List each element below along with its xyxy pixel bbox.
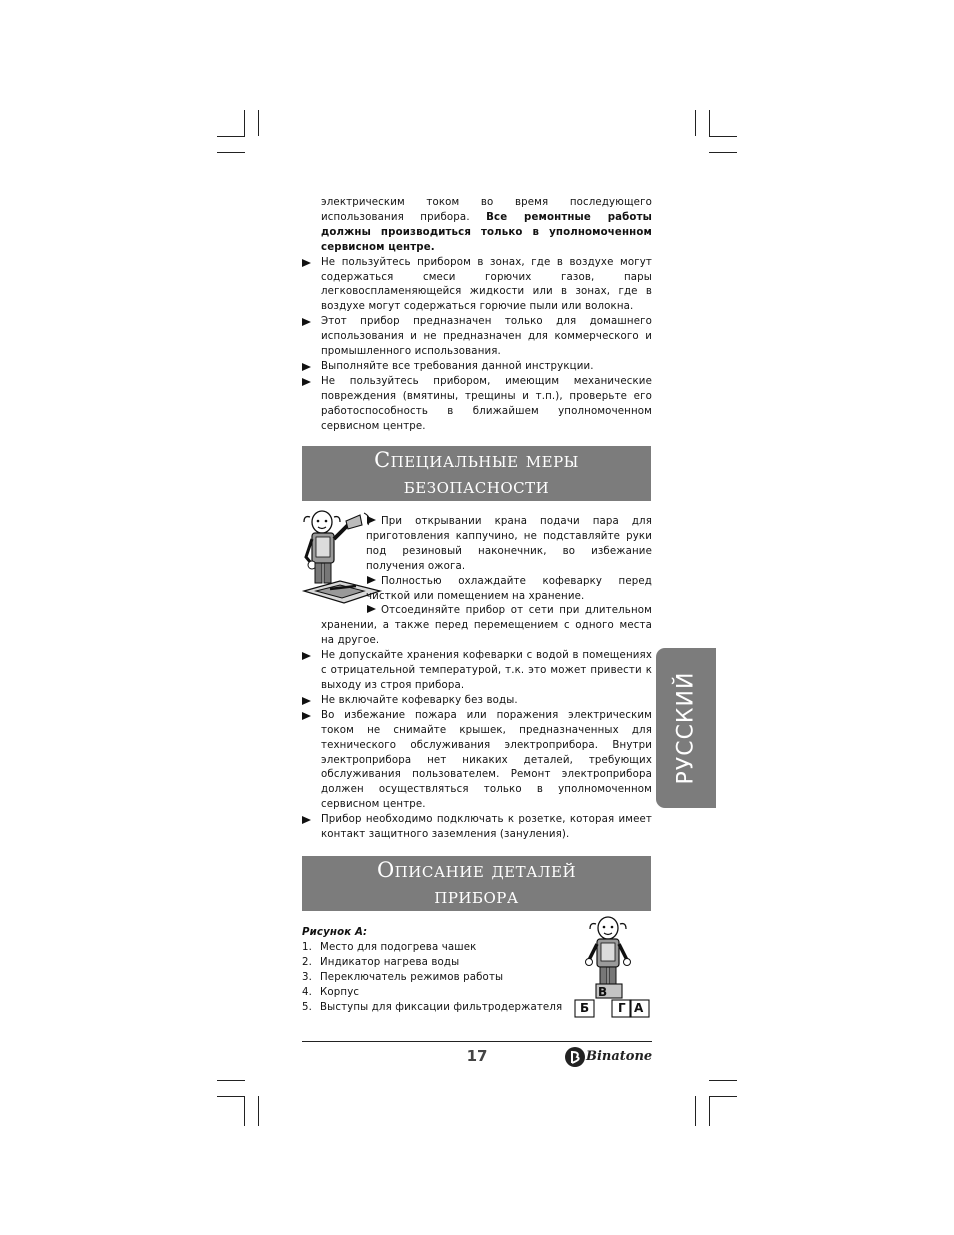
footer-divider [302, 1041, 652, 1042]
parts-list [302, 926, 572, 1015]
figure-label: Рисунок А: [302, 927, 368, 938]
bullet-item: Отсоединяйте прибор от сети при длительном хранении, а также перед перемещением с одного места на другое. [321, 605, 652, 647]
crop-mark [258, 1096, 259, 1126]
crop-mark [217, 136, 245, 137]
bullet-item: Этот прибор предназначен только для домашнего использования и не предназначен для коммерческого и промышленного использования. [302, 315, 652, 360]
bullet-arrow-icon [367, 516, 376, 524]
list-item: 1. Место для подогрева чашек [302, 941, 477, 953]
crop-mark [217, 152, 245, 153]
bullet-item: При открывании крана подачи пара для приготовления каппучино, не подставляйте руки под резиновый наконечник, во избежание получения ожога. [366, 516, 652, 572]
block-letter: Г [618, 1001, 626, 1015]
continuation-bold-text: Все ремонтные работы должны производиться только в уполномоченном сервисном центре. [321, 211, 652, 253]
crop-mark [695, 110, 696, 136]
brand-logo-icon [564, 1045, 586, 1069]
list-item: 2. Индикатор нагрева воды [302, 956, 460, 968]
page-number: 17 [466, 1047, 488, 1065]
list-item: 4. Корпус [302, 986, 360, 998]
block-letter: А [634, 1001, 644, 1015]
crop-mark [709, 1096, 737, 1097]
brand-name: Binatone [586, 1049, 653, 1064]
list-item: 5. Выступы для фиксации фильтродержателя [302, 1001, 563, 1013]
bullet-item: Прибор необходимо подключать к розетке, которая имеет контакт защитного заземления (зануления). [302, 813, 652, 843]
block-letter: Б [580, 1001, 590, 1015]
parts-illustration [572, 914, 652, 1020]
block-letter: В [598, 985, 608, 999]
language-tab [656, 648, 716, 808]
crop-mark [709, 1096, 710, 1126]
section-heading-safety: Специальные меры безопасности [302, 446, 651, 501]
crop-mark [709, 110, 710, 136]
bullet-item: Полностью охлаждайте кофеварку перед чисткой или помещением на хранение. [366, 575, 652, 602]
continuation-paragraph [302, 196, 652, 256]
continuation-text: электрическим током во время последующего использования прибора. [321, 197, 652, 223]
bullet-item: Не допускайте хранения кофеварки с водой в помещениях с отрицательной температурой, т.к. это может привести к выходу из строя прибора. [302, 649, 652, 694]
crop-mark [709, 152, 737, 153]
brand-logo [564, 1045, 652, 1071]
bullet-item: Во избежание пожара или поражения электрическим током не снимайте крышек, предназначенных для технического обслуживания электроприбора. Внутри электроприбора нет никаких деталей, требующих обслуживания пользователем. Ремонт электроприбора должен осуществляться только в уполномоченном сервисном центре. [302, 709, 652, 813]
crop-mark [709, 1080, 737, 1081]
crop-mark [217, 1096, 245, 1097]
bullet-arrow-icon [302, 697, 311, 705]
crop-mark [695, 1096, 696, 1126]
top-text-block [302, 196, 652, 435]
bullet-arrow-icon [302, 378, 311, 386]
bullet-arrow-icon [367, 605, 376, 613]
bullet-item: Не включайте кофеварку без воды. [302, 694, 652, 709]
section-heading-parts: Описание деталей прибора [302, 856, 651, 911]
safety-text-block [302, 515, 652, 843]
crop-mark [709, 136, 737, 137]
bullet-arrow-icon [302, 652, 311, 660]
list-item: 3. Переключатель режимов работы [302, 971, 504, 983]
crop-mark [244, 1096, 245, 1126]
bullet-arrow-icon [302, 712, 311, 720]
bullet-item: Не пользуйтесь прибором, имеющим механические повреждения (вмятины, трещины и т.п.), проверьте его работоспособность в ближайшем уполномоченном сервисном центре. [302, 375, 652, 435]
bullet-item: Не пользуйтесь прибором в зонах, где в воздухе могут содержаться смеси горючих газов, пары легковоспламеняющейся жидкости или в зонах, где в воздухе могут содержаться горючие пыли или волокна. [302, 256, 652, 316]
bullet-arrow-icon [302, 259, 311, 267]
bullet-item: Выполняйте все требования данной инструкции. [302, 360, 652, 375]
bullet-arrow-icon [302, 318, 311, 326]
bullet-arrow-icon [367, 576, 376, 584]
crop-mark [217, 1080, 245, 1081]
bullet-arrow-icon [302, 816, 311, 824]
bullet-arrow-icon [302, 363, 311, 371]
language-tab-label: РУССКИЙ [673, 671, 699, 785]
crop-mark [258, 110, 259, 136]
crop-mark [244, 110, 245, 136]
